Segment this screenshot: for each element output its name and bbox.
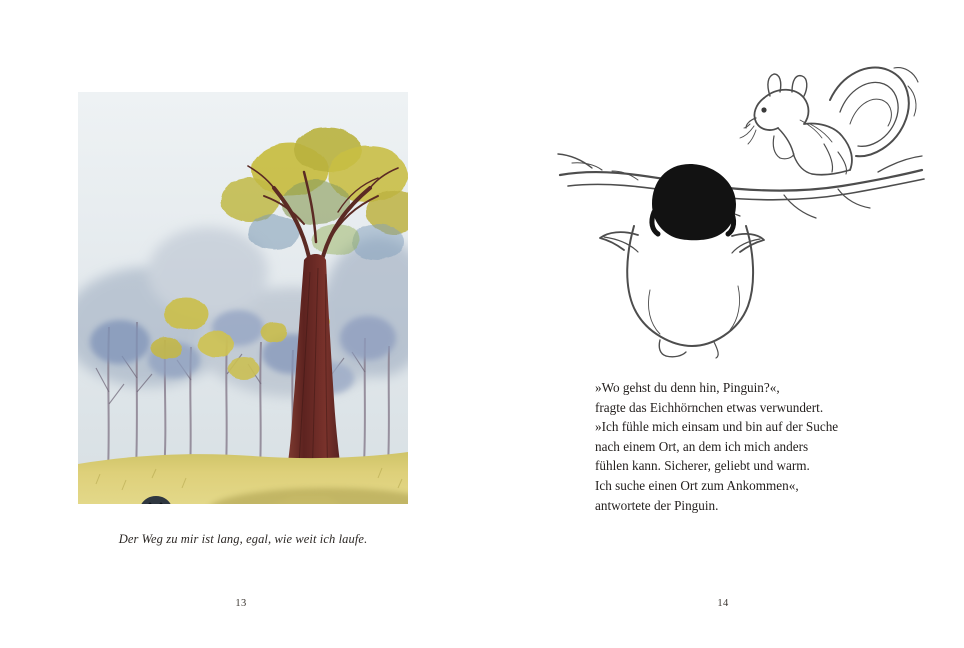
story-line: antwortete der Pinguin.: [595, 497, 719, 513]
right-page: [482, 0, 964, 648]
pencil-sketch-illustration: [542, 40, 932, 370]
watercolour-forest-illustration: [78, 92, 408, 504]
story-paragraph: [595, 378, 915, 515]
story-line: Ich suche einen Ort zum Ankommen«,: [595, 477, 799, 493]
story-line: »Ich fühle mich einsam und bin auf der Suche: [595, 419, 839, 435]
story-line: fühlen kann. Sicherer, geliebt und warm.: [595, 458, 810, 474]
story-line: nach einem Ort, an dem ich mich anders: [595, 438, 809, 454]
story-line: fragte das Eichhörnchen etwas verwundert.: [595, 399, 824, 415]
story-line: »Wo gehst du denn hin, Pinguin?«,: [595, 380, 780, 395]
page-number-right: 14: [717, 598, 729, 609]
illustration-caption: Der Weg zu mir ist lang, egal, wie weit ich laufe.: [118, 532, 368, 546]
page-number-left: 13: [235, 598, 247, 609]
